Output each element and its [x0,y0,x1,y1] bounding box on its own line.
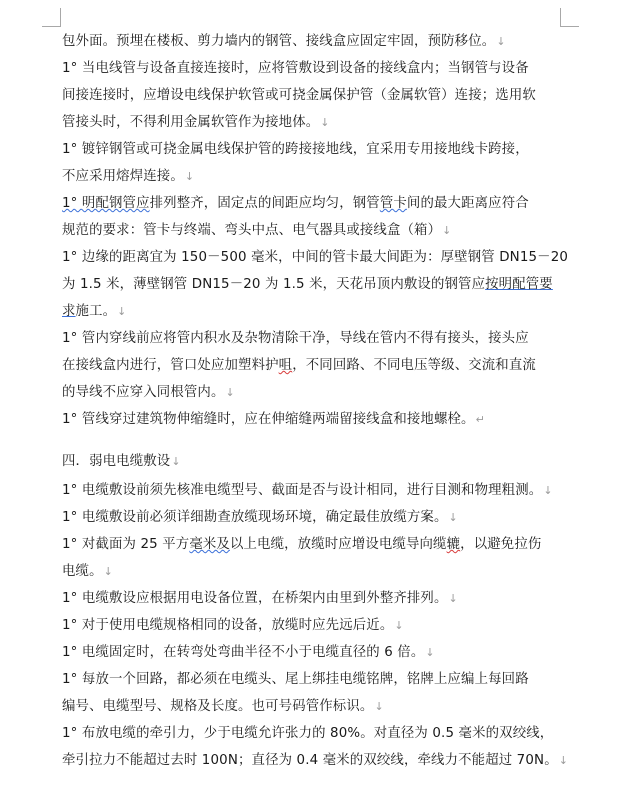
grammar-flag[interactable]: 管卡 [379,196,407,211]
text-line: 牵引拉力不能超过去时 100N；直径为 0.4 毫米的双绞线，牵线力不能超过 70N。↓ [62,753,569,768]
paragraph-mark: ↓ [171,455,181,468]
text-line: 1° 电缆固定时，在转弯处弯曲半径不小于电缆直径的 6 倍。↓ [62,645,435,660]
paragraph-mark: ↓ [442,224,452,237]
text-line: 包外面。预埋在楼板、剪力墙内的钢管、接线盒应固定牢固，预防移位。↓ [62,34,506,49]
text-line: 管接头时，不得利用金属软管作为接地体。↓ [62,115,330,130]
paragraph-mark: ↓ [425,646,435,659]
blank-line [62,433,582,447]
paragraph-mark: ↓ [374,700,384,713]
grammar-flag[interactable]: 毫米及 [189,537,230,552]
text-line: 求施工。↓ [62,304,127,319]
text-line: 1° 电缆敷设前必须详细勘查放缆现场环境，确定最佳放缆方案。↓ [62,510,458,525]
section-heading: 四．弱电电缆敷设↓ [62,454,181,469]
paragraph-mark: ↓ [184,170,195,183]
text-line: 不应采用熔焊连接。↓ [62,169,195,184]
text-line: 1° 管内穿线前应将管内积水及杂物清除干净，导线在管内不得有接头，接头应 [62,331,529,346]
text-line: 1° 明配钢管应排列整齐，固定点的间距应均匀，钢管管卡间的最大距离应符合 [62,196,529,211]
text-line: 间接连接时，应增设电线保护软管或可挠金属保护管（金属软管）连接；选用软 [62,88,536,103]
document-body[interactable] [62,28,582,774]
text-line: 1° 布放电缆的牵引力，少于电缆允许张力的 80%。对直径为 0.5 毫米的双绞线， [62,726,554,741]
text-line: 为 1.5 米，薄壁钢管 DN15－20 为 1.5 米，天花吊顶内敷设的钢管应按明配管要 [62,277,553,292]
text-line: 1° 管线穿过建筑物伸缩缝时，应在伸缩缝两端留接线盒和接地螺栓。↵ [62,412,485,427]
paragraph-mark: ↓ [448,592,458,605]
paragraph-mark: ↓ [117,305,127,318]
paragraph-mark: ↓ [394,619,404,632]
text-line: 1° 电缆敷设前须先核准电缆型号、截面是否与设计相同，进行目测和物理粗测。↓ [62,483,553,498]
text-line: 规范的要求：管卡与终端、弯头中点、电气器具或接线盒（箱）↓ [62,223,452,238]
spelling-flag[interactable]: 咀 [278,358,293,373]
paragraph-mark: ↵ [475,413,485,426]
paragraph-mark: ↓ [103,565,113,578]
text-line: 在接线盒内进行，管口处应加塑料护咀，不同回路、不同电压等级、交流和直流 [62,358,536,373]
text-line: 1° 每放一个回路，都必须在电缆头、尾上绑挂电缆铭牌，铭牌上应编上每回路 [62,672,529,687]
paragraph-mark: ↓ [225,386,235,399]
paragraph-mark: ↓ [543,484,553,497]
text-line: 电缆。↓ [62,564,113,579]
text-line: 1° 当电线管与设备直接连接时，应将管敷设到设备的接线盒内；当钢管与设备 [62,61,529,76]
text-line: 1° 对于使用电缆规格相同的设备，放缆时应先远后近。↓ [62,618,404,633]
text-line: 编号、电缆型号、规格及长度。也可号码管作标识。↓ [62,699,384,714]
spelling-flag[interactable]: 辘 [446,537,461,552]
page-corner-mark-top-right [560,8,579,27]
paragraph-mark: ↓ [558,754,569,767]
page-corner-mark-top-left [42,8,61,27]
paragraph-mark: ↓ [496,35,506,48]
text-line: 1° 镀锌钢管或可挠金属电线保护管的跨接接地线，宜采用专用接地线卡跨接， [62,142,529,157]
text-line: 1° 对截面为 25 平方毫米及以上电缆，放缆时应增设电缆导向缆辘，以避免拉伤 [62,537,542,552]
text-line: 的导线不应穿入同根管内。↓ [62,385,235,400]
text-line: 1° 电缆敷设应根据用电设备位置，在桥架内由里到外整齐排列。↓ [62,591,458,606]
grammar-flag[interactable]: 按明配管要 [485,277,553,292]
grammar-flag[interactable]: 1° 明配钢管应 [62,196,150,211]
paragraph-mark: ↓ [448,511,458,524]
paragraph-mark: ↓ [320,116,330,129]
grammar-flag[interactable]: 求 [62,304,76,319]
text-line: 1° 边缘的距离宜为 150－500 毫米，中间的管卡最大间距为：厚壁钢管 DN15－20 [62,250,569,265]
